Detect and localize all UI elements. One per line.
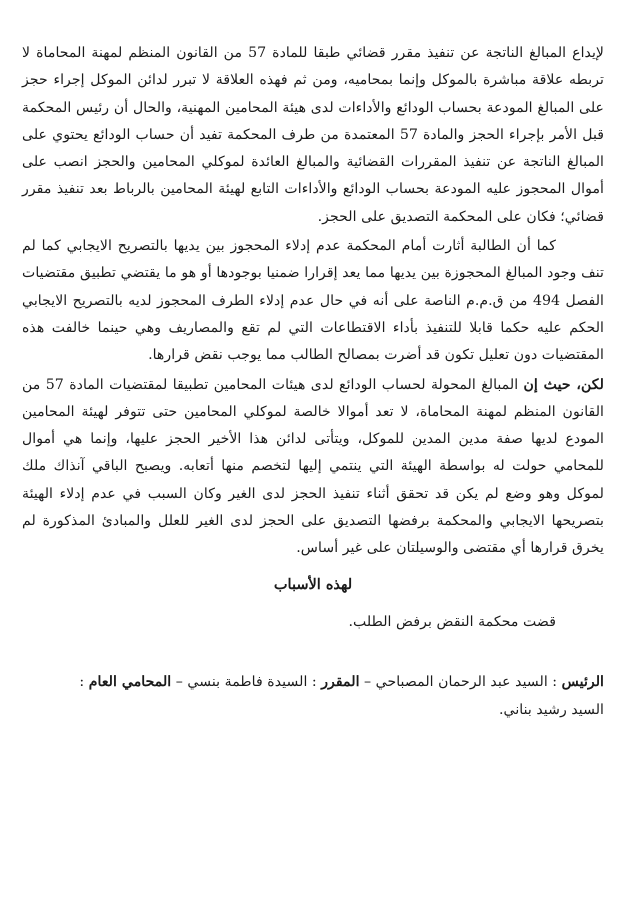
paragraph-1: لإيداع المبالغ الناتجة عن تنفيذ مقرر قضائي طبقا للمادة 57 من القانون المنظم لمهنة المحاماة لا تربطه علاقة مباشرة بالموكل وإنما بمحاميه، ومن ثم فهذه العلاقة لا تبرر لدائن الموكل إجراء حجز على المبالغ المودعة بحساب الودائع والأداءات لدى هيئة المحامين المهنية، والحال أن رئيس المحكمة قبل الأمر بإجراء الحجز والمادة 57 المعتمدة من طرف المحكمة تفيد أن حساب الودائع يحتوي على المبالغ الناتجة عن تنفيذ المقررات القضائية والمبالغ العائدة لموكلي المحامين والحجز انصب على أموال المحجوز عليه المودعة بحساب الودائع والأداءات التابع لهيئة المحامين بالرباط بعد تنفيذ مقرر قضائي؛ فكان على المحكمة التصديق على الحجز. xyxy=(22,45,605,225)
rapporteur-label: المقرر xyxy=(321,673,360,690)
paragraph-3-lead: لكن، حيث إن xyxy=(523,376,604,393)
rapporteur-name: : السيدة فاطمة بنسي – xyxy=(171,673,322,690)
advocate-general-row xyxy=(22,696,604,724)
paragraph-3 xyxy=(22,372,604,563)
advocate-general-sep: : xyxy=(79,673,89,690)
decision-text: قضت محكمة النقض برفض الطلب. xyxy=(348,613,556,630)
advocate-general-name: السيد رشيد بناني. xyxy=(499,701,604,718)
section-heading: لهذه الأسباب xyxy=(273,575,353,593)
document-page xyxy=(22,40,604,724)
president-label: الرئيس xyxy=(561,673,604,690)
paragraph-3-body: المبالغ المحولة لحساب الودائع لدى هيئات المحامين تطبيقا لمقتضيات المادة 57 من القانون المنظم لمهنة المحاماة، لا تعد أموالا خالصة لموكلي المحامين حتى تتوفر لهيئة المحامين المودع لديها صفة مدين المدين للموكل، ويتأتى لدائن هذا الأخير الحجز عليها، وإنما هي أموال للمحامي حولت له بواسطة الهيئة التي ينتمي إليها لتخصم منها أتعابه. ويصبح الباقي آنذاك ملك لموكل وهو وضع لم يكن قد تحقق أثناء تنفيذ الحجز لدى الغير وكان السبب في عدم إدلاء الهيئة بتصريحها الايجابي والمحكمة برفضها التصديق على الحجز لدى الغير للعلل والمبادئ المذكورة لم يخرق قرارها أي مقتضى والوسيلتان على غير أساس. xyxy=(22,376,604,557)
advocate-general-label: المحامي العام xyxy=(88,673,172,690)
paragraph-2: كما أن الطالبة أثارت أمام المحكمة عدم إدلاء المحجوز بين يديها بالتصريح الايجابي كما لم تنف وجود المبالغ المحجوزة بين يديها مما يعد إقرارا ضمنيا بوجودها أو هو ما يقتضي تطبيق مقتضيات الفصل 494 من ق.م.م الناصة على أنه في حال عدم إدلاء الطرف المحجوز لديه بالتصريح الايجابي الحكم عليه حكما قابلا للتنفيذ بأداء الاقتطاعات التي لم تقع والمصاريف وهي حينما خالفت هذه المقتضيات دون تعليل تكون قد أضرت بمصالح الطالب مما يوجب نقض قرارها. xyxy=(22,238,604,364)
president-name: : السيد عبد الرحمان المصباحي – xyxy=(359,673,562,690)
signoff-block xyxy=(22,668,604,696)
